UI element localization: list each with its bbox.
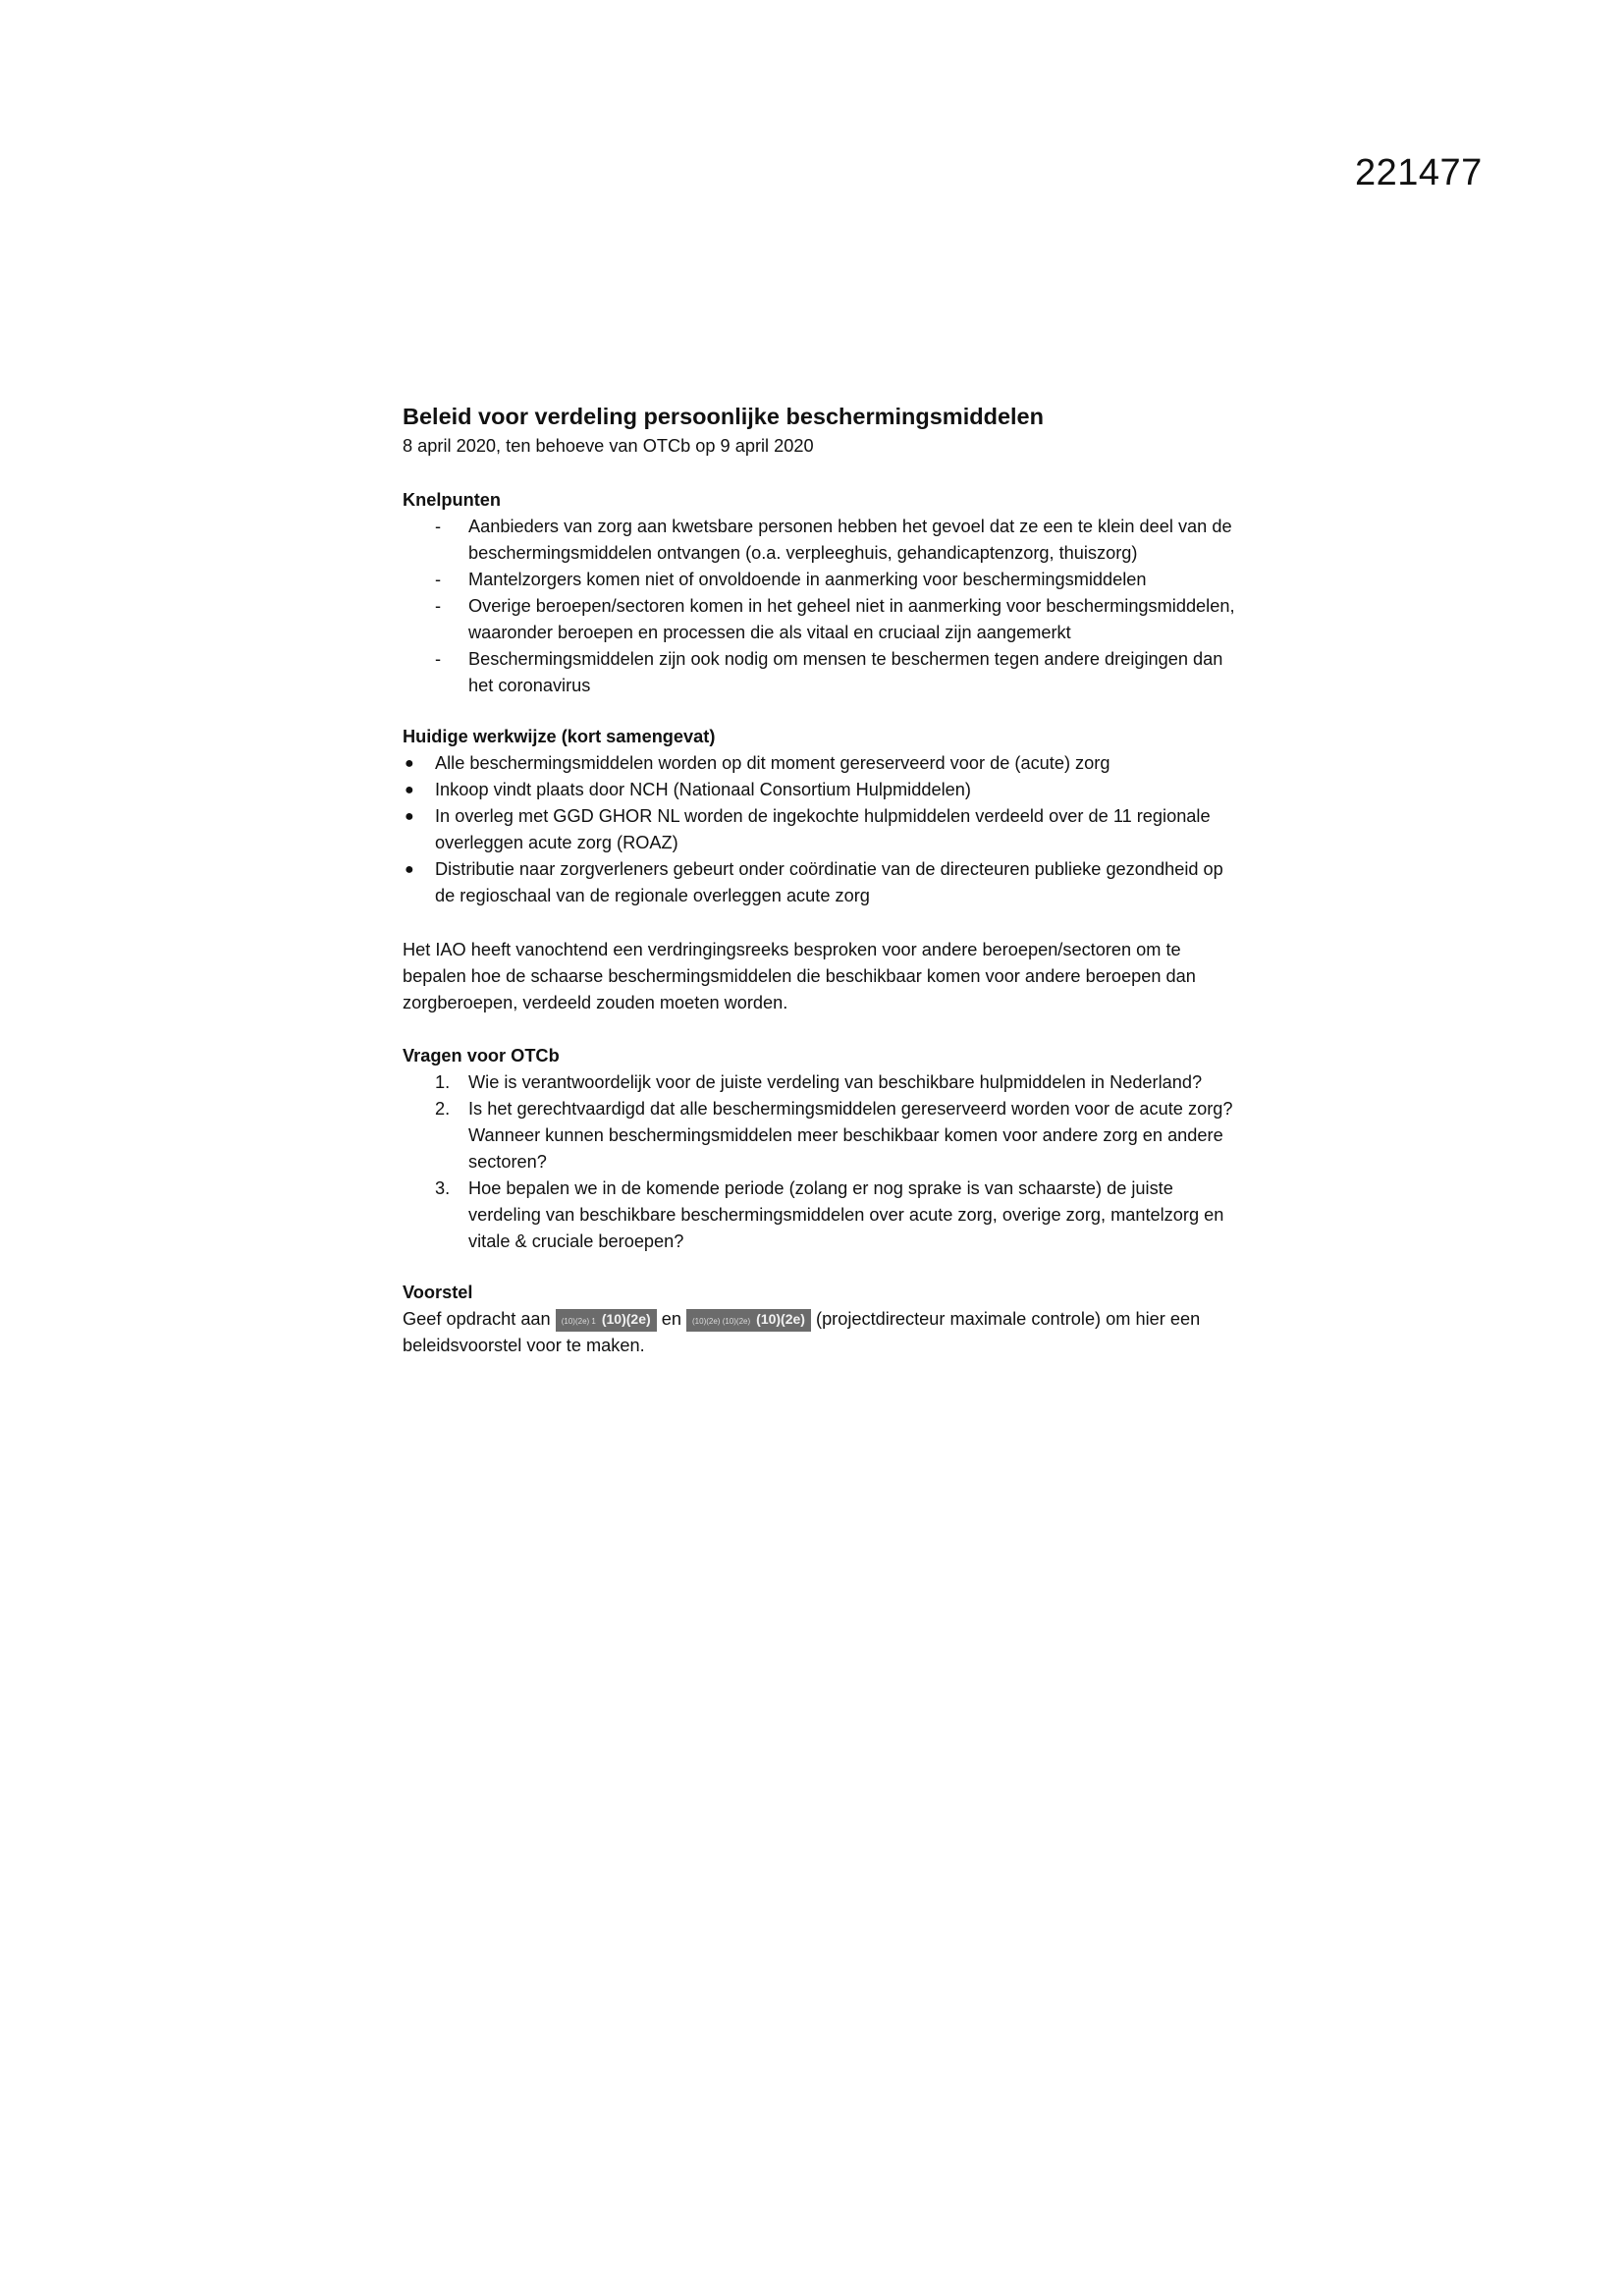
list-item	[403, 777, 1237, 803]
voorstel-text-after: (projectdirecteur maximale controle) om hier een beleidsvoorstel voor te maken.	[403, 1309, 1201, 1355]
list-item-text: Is het gerechtvaardigd dat alle beschermingsmiddelen gereserveerd worden voor de acute zorg? Wanneer kunnen beschermingsmiddelen meer beschikbaar komen voor andere zorg en andere sectoren?	[468, 1099, 1233, 1172]
vragen-list	[403, 1069, 1237, 1255]
list-item-text: Beschermingsmiddelen zijn ook nodig om mensen te beschermen tegen andere dreigingen dan het coronavirus	[468, 649, 1223, 695]
list-item-text: Mantelzorgers komen niet of onvoldoende in aanmerking voor beschermingsmiddelen	[468, 570, 1147, 589]
section-vragen	[403, 1043, 1237, 1255]
redaction-label: (10)(2e)	[601, 1311, 651, 1327]
werkwijze-list	[403, 750, 1237, 909]
section-heading: Huidige werkwijze (kort samengevat)	[403, 727, 716, 746]
bullet-marker: ●	[405, 861, 414, 878]
section-voorstel	[403, 1280, 1237, 1359]
list-item-text: Aanbieders van zorg aan kwetsbare personen hebben het gevoel dat ze een te klein deel van de beschermingsmiddelen ontvangen (o.a. verpleeghuis, gehandicaptenzorg, thuiszorg)	[468, 517, 1232, 563]
list-item	[403, 593, 1237, 646]
redaction-small-label: (10)(2e) 1	[561, 1317, 596, 1326]
bullet-marker: ●	[405, 782, 414, 798]
dash-marker: -	[435, 517, 442, 536]
section-heading: Vragen voor OTCb	[403, 1046, 560, 1066]
document-title: Beleid voor verdeling persoonlijke beschermingsmiddelen	[403, 404, 1044, 429]
list-item-text: In overleg met GGD GHOR NL worden de ingekochte hulpmiddelen verdeeld over de 11 regionale overleggen acute zorg (ROAZ)	[435, 806, 1211, 852]
list-item	[403, 646, 1237, 699]
section-heading: Knelpunten	[403, 490, 502, 510]
number-marker: 3.	[435, 1178, 451, 1198]
knelpunten-list	[403, 514, 1237, 699]
list-item	[403, 1069, 1237, 1096]
number-marker: 1.	[435, 1072, 451, 1092]
document-body	[403, 400, 1237, 1359]
section-werkwijze	[403, 724, 1237, 909]
list-item-text: Overige beroepen/sectoren komen in het geheel niet in aanmerking voor beschermingsmiddelen, waaronder beroepen en processen die als vitaal en cruciaal zijn aangemerkt	[468, 596, 1235, 642]
bullet-marker: ●	[405, 755, 414, 772]
list-item	[403, 803, 1237, 856]
voorstel-text-before: Geef opdracht aan	[403, 1309, 551, 1329]
voorstel-text	[403, 1306, 1237, 1359]
list-item	[403, 1096, 1237, 1175]
list-item	[403, 750, 1237, 777]
number-marker: 2.	[435, 1099, 451, 1119]
list-item-text: Wie is verantwoordelijk voor de juiste verdeling van beschikbare hulpmiddelen in Nederland?	[468, 1072, 1203, 1092]
document-subtitle: 8 april 2020, ten behoeve van OTCb op 9 april 2020	[403, 436, 814, 456]
list-item-text: Alle beschermingsmiddelen worden op dit moment gereserveerd voor de (acute) zorg	[435, 753, 1110, 773]
dash-marker: -	[435, 596, 442, 616]
dash-marker: -	[435, 649, 442, 669]
list-item	[403, 856, 1237, 909]
voorstel-text-middle: en	[661, 1309, 681, 1329]
list-item-text: Hoe bepalen we in de komende periode (zolang er nog sprake is van schaarste) de juiste verdeling van beschikbare beschermingsmiddelen over acute zorg, overige zorg, mantelzorg en vitale & cruciale beroepen?	[468, 1178, 1224, 1251]
dash-marker: -	[435, 570, 442, 589]
list-item-text: Distributie naar zorgverleners gebeurt onder coördinatie van de directeuren publieke gezondheid op de regioschaal van de regionale overleggen acute zorg	[435, 859, 1223, 905]
document-number: 221477	[1355, 152, 1483, 193]
list-item	[403, 1175, 1237, 1255]
section-heading: Voorstel	[403, 1283, 473, 1302]
list-item	[403, 514, 1237, 567]
iao-paragraph: Het IAO heeft vanochtend een verdringingsreeks besproken voor andere beroepen/sectoren om te bepalen hoe de schaarse beschermingsmiddelen die beschikbaar komen voor andere beroepen dan zorgberoepen, verdeeld zouden moeten worden.	[403, 940, 1196, 1012]
bullet-marker: ●	[405, 808, 414, 825]
redaction-box	[556, 1309, 657, 1332]
redaction-box	[686, 1309, 811, 1332]
section-knelpunten	[403, 487, 1237, 699]
list-item-text: Inkoop vindt plaats door NCH (Nationaal Consortium Hulpmiddelen)	[435, 780, 971, 799]
redaction-small-label: (10)(2e) (10)(2e)	[692, 1317, 751, 1326]
list-item	[403, 567, 1237, 593]
redaction-label: (10)(2e)	[756, 1311, 805, 1327]
